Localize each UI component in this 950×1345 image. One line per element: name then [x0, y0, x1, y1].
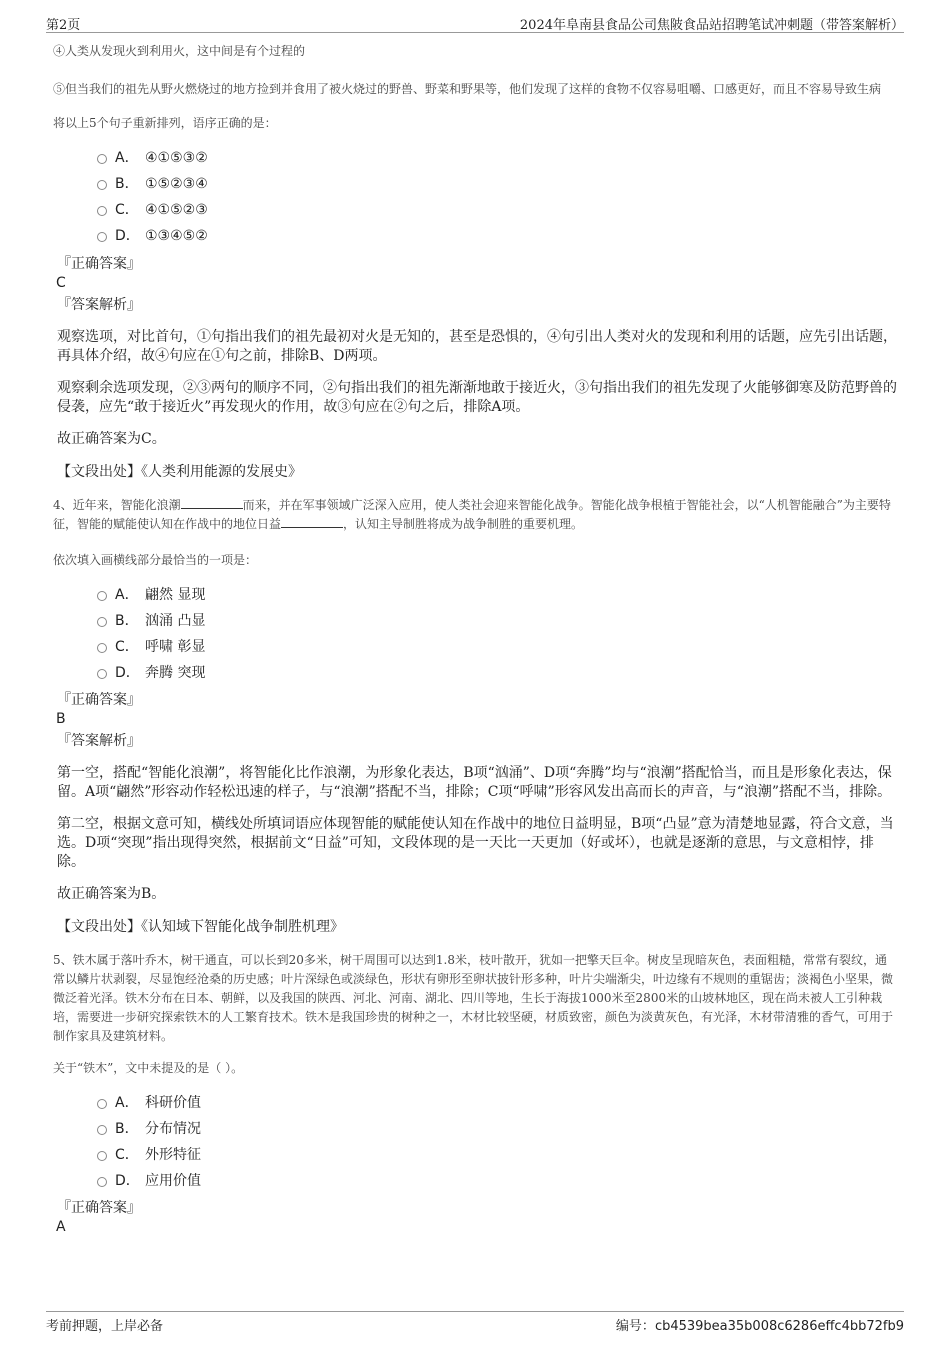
q3-analysis-label: 『答案解析』: [57, 297, 141, 313]
radio-icon[interactable]: [97, 1125, 107, 1135]
q3-prompt: 将以上5个句子重新排列，语序正确的是：: [53, 116, 277, 130]
radio-icon[interactable]: [97, 1151, 107, 1161]
q5-answer: A: [56, 1219, 66, 1235]
page-footer: [46, 1311, 904, 1334]
q4-source: 【文段出处】《认知域下智能化战争制胜机理》: [57, 919, 344, 935]
q4-option-c[interactable]: C． 呼啸 彰显: [53, 634, 898, 660]
q4-analysis-p2: 第二空，根据文意可知，横线处所填词语应体现智能的赋能使认知在作战中的地位日益明显，B项“凸显”意为清楚地显露，符合文意，当选。D项“突现”指出现得突然，根据前文“日益”可知，文段体现的是一天比一天更加（好或坏），也就是逐渐的意思，与文意相悖，排除。: [57, 816, 894, 870]
q4-analysis-p3: 故正确答案为B。: [57, 886, 166, 902]
q3-option-d[interactable]: D． ①③④⑤②: [53, 223, 898, 249]
radio-icon[interactable]: [97, 1177, 107, 1187]
q3-sentence-5: ⑤但当我们的祖先从野火燃烧过的地方捡到并食用了被火烧过的野兽、野菜和野果等，他们发现了这样的食物不仅容易咀嚼、口感更好，而且不容易导致生病: [53, 82, 882, 96]
q4-options: [53, 582, 898, 686]
q3-option-c[interactable]: C． ④①⑤②③: [53, 197, 898, 223]
q4-answer: B: [56, 711, 66, 727]
q5-prompt: 关于“铁木”，文中未提及的是（ ）。: [53, 1061, 244, 1075]
radio-icon[interactable]: [97, 643, 107, 653]
q3-analysis: [53, 328, 898, 449]
q3-answer: C: [56, 275, 66, 291]
radio-icon[interactable]: [97, 591, 107, 601]
q3-analysis-p1: 观察选项，对比首句，①句指出我们的祖先最初对火是无知的，甚至是恐惧的，④句引出人类对火的发现和利用的话题，应先引出话题，再具体介绍，故④句应在①句之前，排除B、D两项。: [57, 329, 897, 364]
q4-answer-label: 『正确答案』: [57, 692, 141, 708]
q3-answer-label: 『正确答案』: [57, 256, 141, 272]
radio-icon[interactable]: [97, 154, 107, 164]
page-content: [53, 42, 898, 1237]
code-label: 编号：: [615, 1319, 655, 1334]
radio-icon[interactable]: [97, 180, 107, 190]
q4-analysis-p1: 第一空，搭配“智能化浪潮”，将智能化比作浪潮，为形象化表达，B项“汹涌”、D项“奔腾”均与“浪潮”搭配恰当，而且是形象化表达，保留。A项“翩然”形容动作轻松迅速的样子，与“浪潮”搭配不当，排除；C项“呼啸”形容风发出高而长的声音，与“浪潮”搭配不当，排除。: [57, 765, 892, 800]
document-title: 2024年阜南县食品公司焦陂食品站招聘笔试冲刺题（带答案解析）: [519, 18, 904, 33]
q3-option-a[interactable]: A． ④①⑤③②: [53, 145, 898, 171]
document-code: [616, 1315, 904, 1334]
radio-icon[interactable]: [97, 206, 107, 216]
q3-source: 【文段出处】《人类利用能源的发展史》: [57, 464, 302, 480]
q4-prompt: 依次填入画横线部分最恰当的一项是：: [53, 553, 258, 567]
q4-option-d[interactable]: D． 奔腾 突现: [53, 660, 898, 686]
q5-option-b[interactable]: B． 分布情况: [53, 1116, 898, 1142]
page-number: 第2页: [46, 18, 81, 33]
q5-option-d[interactable]: D． 应用价值: [53, 1168, 898, 1194]
q3-analysis-p2: 观察剩余选项发现，②③两句的顺序不同，②句指出我们的祖先渐渐地敢于接近火，③句指出我们的祖先发现了火能够御寒及防范野兽的侵袭，应先“敢于接近火”再发现火的作用，故③句应在②句之后，排除A项。: [57, 380, 897, 415]
q4-analysis-label: 『答案解析』: [57, 733, 141, 749]
q5-option-c[interactable]: C． 外形特征: [53, 1142, 898, 1168]
q5-answer-label: 『正确答案』: [57, 1200, 141, 1216]
q4-analysis: [53, 764, 898, 904]
q5-option-a[interactable]: A． 科研价值: [53, 1090, 898, 1116]
q5-stem: 5、铁木属于落叶乔木，树干通直，可以长到20多米，树干周围可以达到1.8米，枝叶散开，犹如一把擎天巨伞。树皮呈现暗灰色，表面粗糙，常常有裂纹，通常以鳞片状剥裂，尽显饱经沧桑的历史感；叶片深绿色或淡绿色，形状有卵形至卵状披针形多种，叶片尖端渐尖，叶边缘有不规则的重锯齿；淡褐色小坚果，微微泛着光泽。铁木分布在日本、朝鲜，以及我国的陕西、河北、河南、湖北、四川等地，生长于海拔1000米至2800米的山坡林地区，现在尚未被人工引种栽培，需要进一步研究探索铁木的人工繁育技术。铁木是我国珍贵的树种之一，木材比较坚硬，材质致密，颜色为淡黄灰色，有光泽，木材带清雅的香气，可用于制作家具及建筑材料。: [53, 953, 894, 1043]
blank-line-2: [281, 515, 343, 528]
q3-options: [53, 145, 898, 249]
page-header: [46, 12, 904, 33]
q4-stem: 4、近年来，智能化浪潮 而来，并在军事领域广泛深入应用，使人类社会迎来智能化战争。智能化战争根植于智能社会，以“人机智能融合”为主要特征，智能的赋能使认知在作战中的地位日益 ，认知主导制胜将成为战争制胜的重要机理。: [53, 498, 891, 531]
blank-line-1: [181, 496, 243, 509]
radio-icon[interactable]: [97, 669, 107, 679]
q5-options: [53, 1090, 898, 1194]
q4-option-b[interactable]: B． 汹涌 凸显: [53, 608, 898, 634]
radio-icon[interactable]: [97, 617, 107, 627]
code-value: cb4539bea35b008c6286effc4bb72fb9: [654, 1319, 904, 1334]
radio-icon[interactable]: [97, 1099, 107, 1109]
q4-option-a[interactable]: A． 翩然 显现: [53, 582, 898, 608]
q3-sentence-4: ④人类从发现火到利用火，这中间是有个过程的: [53, 44, 306, 58]
footer-slogan: 考前押题，上岸必备: [46, 1319, 164, 1334]
q3-option-b[interactable]: B． ①⑤②③④: [53, 171, 898, 197]
q3-analysis-p3: 故正确答案为C。: [57, 431, 166, 447]
radio-icon[interactable]: [97, 232, 107, 242]
